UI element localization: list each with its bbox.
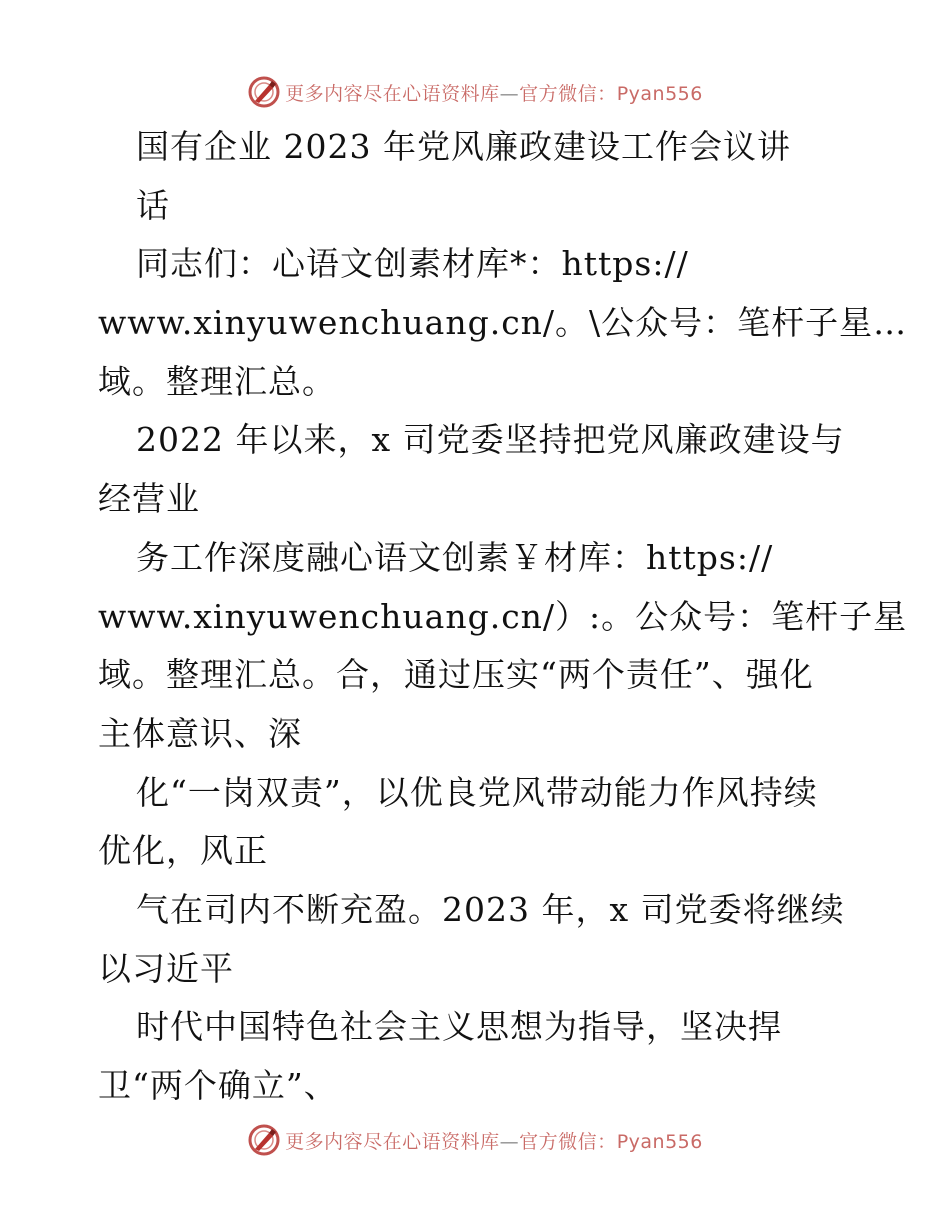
- banner-brand: 更多内容尽在心语资料库: [285, 82, 500, 105]
- banner-account: Pyan556: [616, 1130, 703, 1153]
- paragraph-line: 以习近平: [98, 948, 234, 988]
- paragraph-line: 2022 年以来，x 司党委坚持把党风廉政建设与: [136, 420, 845, 460]
- document-title-line-1: 国有企业 2023 年党风廉政建设工作会议讲: [136, 127, 791, 166]
- banner-label: 官方微信：: [519, 82, 617, 105]
- paragraph-line: 卫“两个确立”、: [98, 1066, 338, 1105]
- banner-text: [285, 1127, 703, 1154]
- banner-text: [285, 79, 703, 106]
- document-title-line-2: 话: [136, 185, 170, 225]
- paragraph-line: 气在司内不断充盈。2023 年，x 司党委将继续: [136, 889, 845, 929]
- paragraph-line: 域。整理汇总。合，通过压实“两个责任”、强化: [98, 655, 814, 695]
- banner-brand: 更多内容尽在心语资料库: [285, 1130, 500, 1153]
- paragraph-line: 化“一岗双责”，以优良党风带动能力作风持续: [136, 772, 818, 812]
- document-body: [98, 118, 908, 1116]
- banner-separator: —: [499, 82, 520, 105]
- paragraph-line: www.xinyuwenchuang.cn/。\公众号：笔杆子星…: [98, 303, 908, 343]
- footer-banner: [0, 1118, 950, 1162]
- banner-label: 官方微信：: [519, 1130, 617, 1153]
- banner-separator: —: [499, 1130, 520, 1153]
- paragraph-line: 经营业: [98, 479, 200, 519]
- paragraph-line: 域。整理汇总。: [98, 361, 336, 401]
- paragraph-line: www.xinyuwenchuang.cn/）:。公众号：笔杆子星: [98, 596, 908, 636]
- pen-circle-logo-icon: [247, 1123, 281, 1157]
- paragraph-line: 务工作深度融心语文创素￥材库：https://: [136, 537, 774, 577]
- pen-circle-logo-icon: [247, 75, 281, 109]
- banner-account: Pyan556: [616, 82, 703, 105]
- paragraph-line: 优化，风正: [98, 831, 268, 871]
- paragraph-line: 主体意识、深: [98, 713, 302, 753]
- paragraph-line: 同志们：心语文创素材库*：https://: [136, 244, 689, 284]
- header-banner: [0, 70, 950, 114]
- paragraph-line: 时代中国特色社会主义思想为指导，坚决捍: [136, 1007, 782, 1047]
